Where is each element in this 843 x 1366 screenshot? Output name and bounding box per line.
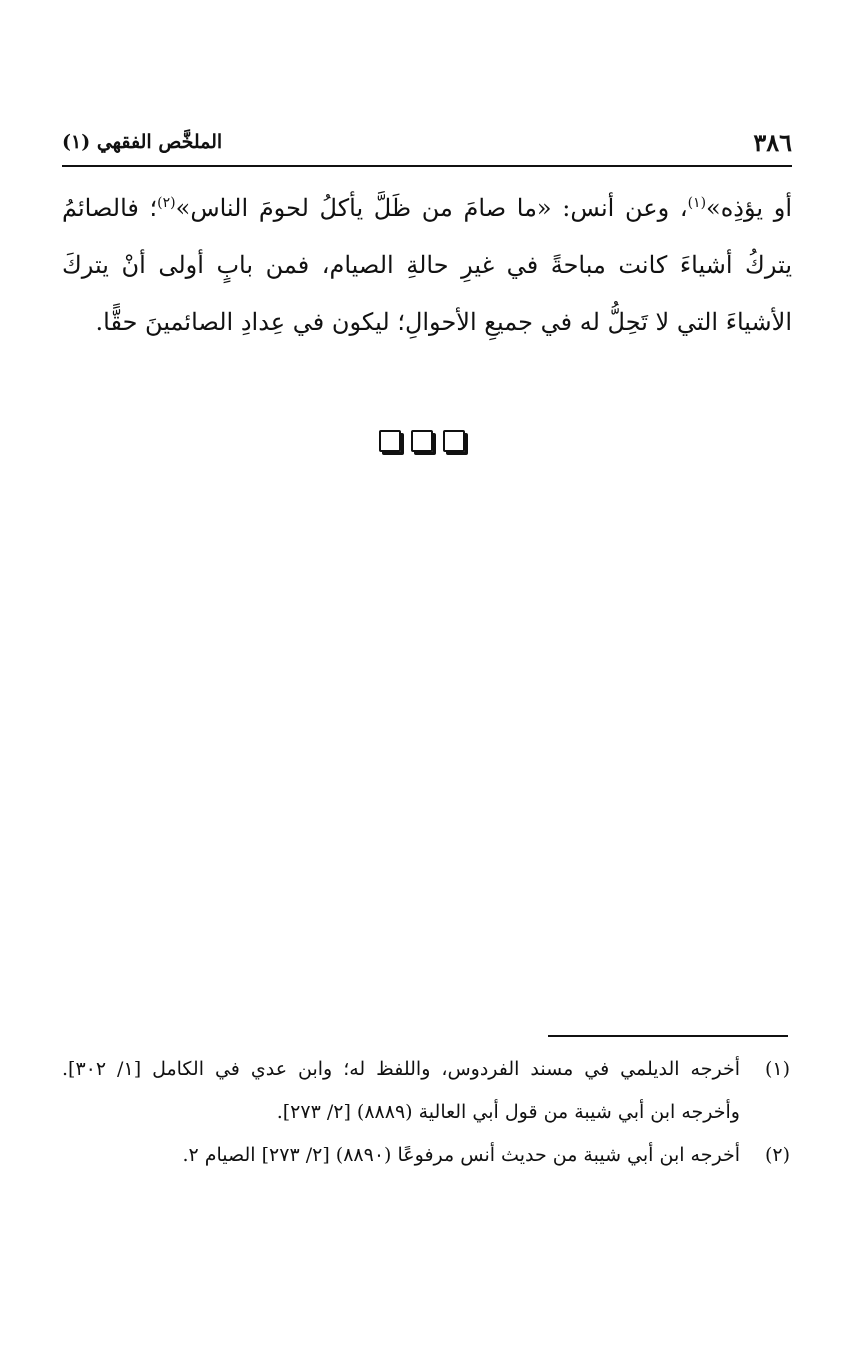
page-number: ٣٨٦ (753, 127, 792, 157)
footnote-text: أخرجه الديلمي في مسند الفردوس، واللفظ له؛ وابن عدي في الكامل [١/ ٣٠٢]. وأخرجه ابن أبي شيبة من قول أبي العالية (٨٨٨٩) [٢/ ٢٧٣]. (62, 1058, 740, 1123)
body-paragraph (62, 180, 792, 351)
footnote-number: (١) (764, 1058, 790, 1080)
footnote-ref-2[interactable]: (٢) (157, 195, 176, 211)
body-text-part-3: ؛ فالصائمُ يتركُ أشياءَ كانت مباحةً في غيرِ حالةِ الصيام، فمن بابٍ أولى أنْ يتركَ الأشياءَ التي لا تَحِلُّ له في جميعِ الأحوالِ؛ ليكون في عِدادِ الصائمينَ حقًّا. (62, 194, 792, 336)
footnote-number: (٢) (764, 1144, 790, 1166)
footnote-separator (548, 1035, 788, 1037)
footnotes (62, 1048, 790, 1177)
book-title: الملخَّص الفقهي (١) (62, 131, 223, 153)
footnote-ref-1[interactable]: (١) (687, 195, 707, 211)
box-icon (411, 430, 433, 452)
box-icon (443, 430, 465, 452)
page-header (62, 125, 792, 159)
body-text-part-2: ، وعن أنس: «ما صامَ من ظَلَّ يأكلُ لحومَ الناس» (175, 194, 688, 222)
body-text-part-1: أو يؤذِه» (706, 194, 792, 222)
footnote-item (62, 1048, 790, 1134)
section-divider-ornament (0, 430, 843, 452)
footnote-item (62, 1134, 790, 1177)
header-rule (62, 165, 792, 167)
box-icon (379, 430, 401, 452)
footnote-text: أخرجه ابن أبي شيبة من حديث أنس مرفوعًا (٨٨٩٠) [٢/ ٢٧٣] الصيام ٢. (182, 1144, 740, 1166)
